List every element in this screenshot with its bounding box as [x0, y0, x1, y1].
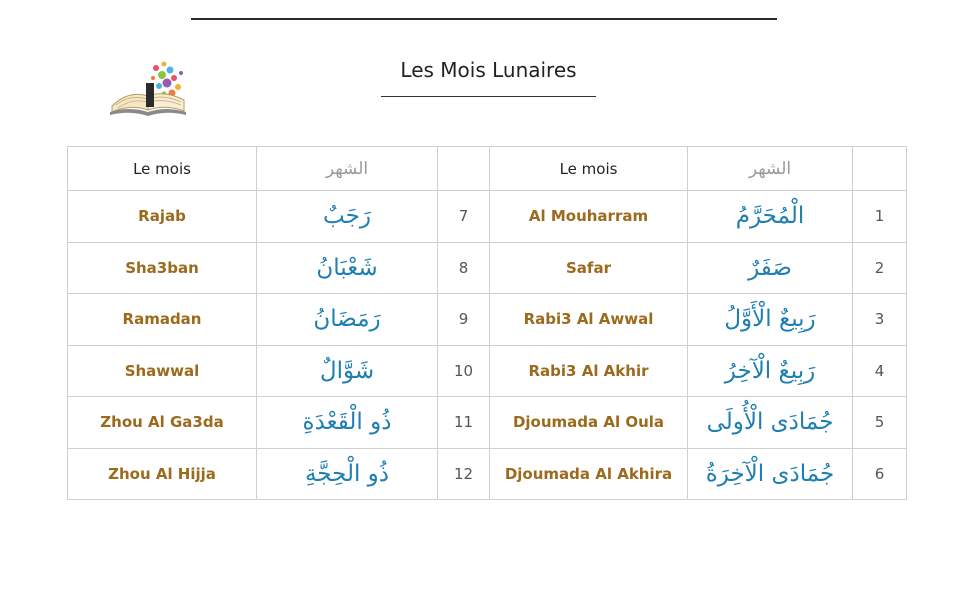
- month-name-ar: شَوَّالٌ: [257, 345, 438, 397]
- month-name-ar: ذُو الْقَعْدَةِ: [257, 397, 438, 449]
- month-number: 11: [438, 397, 490, 449]
- month-name-fr: Zhou Al Hijja: [68, 448, 257, 500]
- month-name-ar: شَعْبَانُ: [257, 242, 438, 294]
- header-shahr-left: الشهر: [257, 147, 438, 191]
- month-name-ar: رَبِيعٌ الْآخِرُ: [688, 345, 853, 397]
- month-name-ar: رَمَضَانُ: [257, 294, 438, 346]
- month-name-ar: رَبِيعٌ الْأَوَّلُ: [688, 294, 853, 346]
- month-number: 6: [853, 448, 907, 500]
- table-row: [68, 448, 907, 500]
- page-title: Les Mois Lunaires: [400, 58, 577, 82]
- month-name-fr: Al Mouharram: [490, 191, 688, 243]
- table-row: [68, 191, 907, 243]
- month-name-fr: Safar: [490, 242, 688, 294]
- month-name-fr: Rabi3 Al Awwal: [490, 294, 688, 346]
- month-number: 12: [438, 448, 490, 500]
- month-number: 5: [853, 397, 907, 449]
- table-row: [68, 397, 907, 449]
- top-divider: [191, 18, 777, 20]
- month-name-ar: جُمَادَى الْآخِرَةُ: [688, 448, 853, 500]
- header-num-left: [438, 147, 490, 191]
- month-number: 10: [438, 345, 490, 397]
- month-number: 1: [853, 191, 907, 243]
- month-name-fr: Sha3ban: [68, 242, 257, 294]
- month-name-ar: ذُو الْحِجَّةِ: [257, 448, 438, 500]
- title-underline: [381, 96, 596, 97]
- open-book-icon: [104, 56, 196, 118]
- header-le-mois-left: Le mois: [68, 147, 257, 191]
- header-num-right: [853, 147, 907, 191]
- month-name-fr: Rabi3 Al Akhir: [490, 345, 688, 397]
- months-table: [67, 146, 907, 500]
- month-number: 3: [853, 294, 907, 346]
- month-name-ar: الْمُحَرَّمُ: [688, 191, 853, 243]
- month-name-fr: Zhou Al Ga3da: [68, 397, 257, 449]
- table-header-row: [68, 147, 907, 191]
- month-number: 9: [438, 294, 490, 346]
- month-name-fr: Ramadan: [68, 294, 257, 346]
- month-name-ar: رَجَبٌ: [257, 191, 438, 243]
- month-number: 8: [438, 242, 490, 294]
- month-name-ar: جُمَادَى الْأُولَى: [688, 397, 853, 449]
- month-number: 7: [438, 191, 490, 243]
- month-name-fr: Djoumada Al Oula: [490, 397, 688, 449]
- header-shahr-right: الشهر: [688, 147, 853, 191]
- month-name-fr: Djoumada Al Akhira: [490, 448, 688, 500]
- month-number: 2: [853, 242, 907, 294]
- month-number: 4: [853, 345, 907, 397]
- header-le-mois-right: Le mois: [490, 147, 688, 191]
- month-name-fr: Shawwal: [68, 345, 257, 397]
- month-name-fr: Rajab: [68, 191, 257, 243]
- month-name-ar: صَفَرٌ: [688, 242, 853, 294]
- table-row: [68, 345, 907, 397]
- table-row: [68, 242, 907, 294]
- table-row: [68, 294, 907, 346]
